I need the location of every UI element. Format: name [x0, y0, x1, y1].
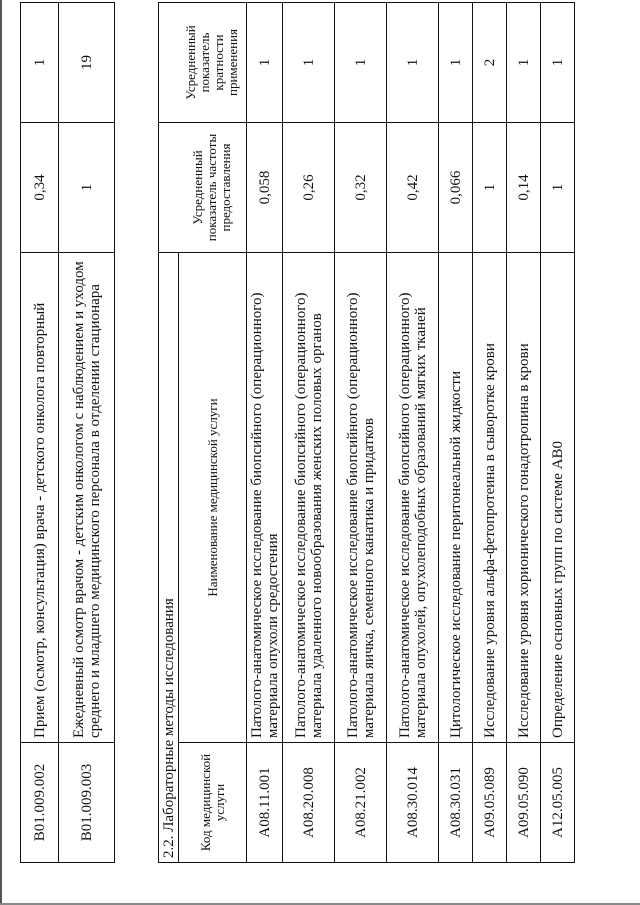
service-name: Цитологическое исследование перитонеальной жидкости	[439, 253, 473, 743]
multiplicity-value: 1	[283, 3, 335, 123]
section-title: 2.2. Лабораторные методы исследования	[159, 253, 179, 863]
service-name: Прием (осмотр, консультация) врача - детского онколога повторный	[21, 253, 59, 743]
section-row	[159, 3, 179, 863]
multiplicity-value: 1	[247, 3, 283, 123]
table-row	[335, 3, 387, 863]
table-row	[21, 3, 59, 863]
table-row	[473, 3, 507, 863]
service-code: A09.05.089	[473, 743, 507, 863]
multiplicity-value: 19	[59, 3, 115, 123]
table-row	[247, 3, 283, 863]
table-row	[439, 3, 473, 863]
service-code: A08.30.031	[439, 743, 473, 863]
service-code: A08.21.002	[335, 743, 387, 863]
table-row	[283, 3, 335, 863]
header-code: Код медицинской услуги	[179, 743, 247, 863]
multiplicity-value: 1	[541, 3, 575, 123]
frequency-value: 0,42	[387, 123, 439, 253]
service-name: Патолого-анатомическое исследование биопсийного (операционного) материала опухоли средостения	[247, 253, 283, 743]
service-name: Ежедневный осмотр врачом - детским онкологом с наблюдением и уходом среднего и младшего медицинского персонала в отделении стационара	[59, 253, 115, 743]
header-row	[179, 3, 247, 863]
service-code: A08.20.008	[283, 743, 335, 863]
services-table-top	[20, 2, 115, 863]
multiplicity-value: 1	[387, 3, 439, 123]
table-row	[507, 3, 541, 863]
frequency-value: 0,14	[507, 123, 541, 253]
frequency-value: 1	[59, 123, 115, 253]
frequency-value: 0,066	[439, 123, 473, 253]
table-row	[59, 3, 115, 863]
multiplicity-value: 1	[439, 3, 473, 123]
service-code: B01.009.002	[21, 743, 59, 863]
scan-edge-left	[0, 0, 2, 905]
frequency-value: 0,26	[283, 123, 335, 253]
table-row	[541, 3, 575, 863]
service-name: Исследование уровня хорионического гонадотропина в крови	[507, 253, 541, 743]
header-multiplicity: Усредненный показатель кратности применения	[179, 3, 247, 123]
multiplicity-value: 2	[473, 3, 507, 123]
frequency-value: 0,32	[335, 123, 387, 253]
frequency-value: 0,34	[21, 123, 59, 253]
service-code: A12.05.005	[541, 743, 575, 863]
service-code: A09.05.090	[507, 743, 541, 863]
multiplicity-value: 1	[335, 3, 387, 123]
service-code: A08.30.014	[387, 743, 439, 863]
header-name: Наименование медицинской услуги	[179, 253, 247, 743]
frequency-value: 1	[541, 123, 575, 253]
header-frequency: Усредненный показатель частоты предоставления	[179, 123, 247, 253]
service-name: Патолого-анатомическое исследование биопсийного (операционного) материала удаленного новообразования женских половых органов	[283, 253, 335, 743]
service-name: Патолого-анатомическое исследование биопсийного (операционного) материала опухолей, опухолеподобных образований мягких тканей	[387, 253, 439, 743]
table-row	[387, 3, 439, 863]
frequency-value: 1	[473, 123, 507, 253]
laboratory-methods-table	[158, 2, 575, 863]
multiplicity-value: 1	[21, 3, 59, 123]
service-name: Определение основных групп по системе AB0	[541, 253, 575, 743]
service-name: Патолого-анатомическое исследование биопсийного (операционного) материала яичка, семенного канатика и придатков	[335, 253, 387, 743]
service-code: B01.009.003	[59, 743, 115, 863]
multiplicity-value: 1	[507, 3, 541, 123]
service-name: Исследование уровня альфа-фетопротеина в сыворотке крови	[473, 253, 507, 743]
frequency-value: 0,058	[247, 123, 283, 253]
service-code: A08.11.001	[247, 743, 283, 863]
